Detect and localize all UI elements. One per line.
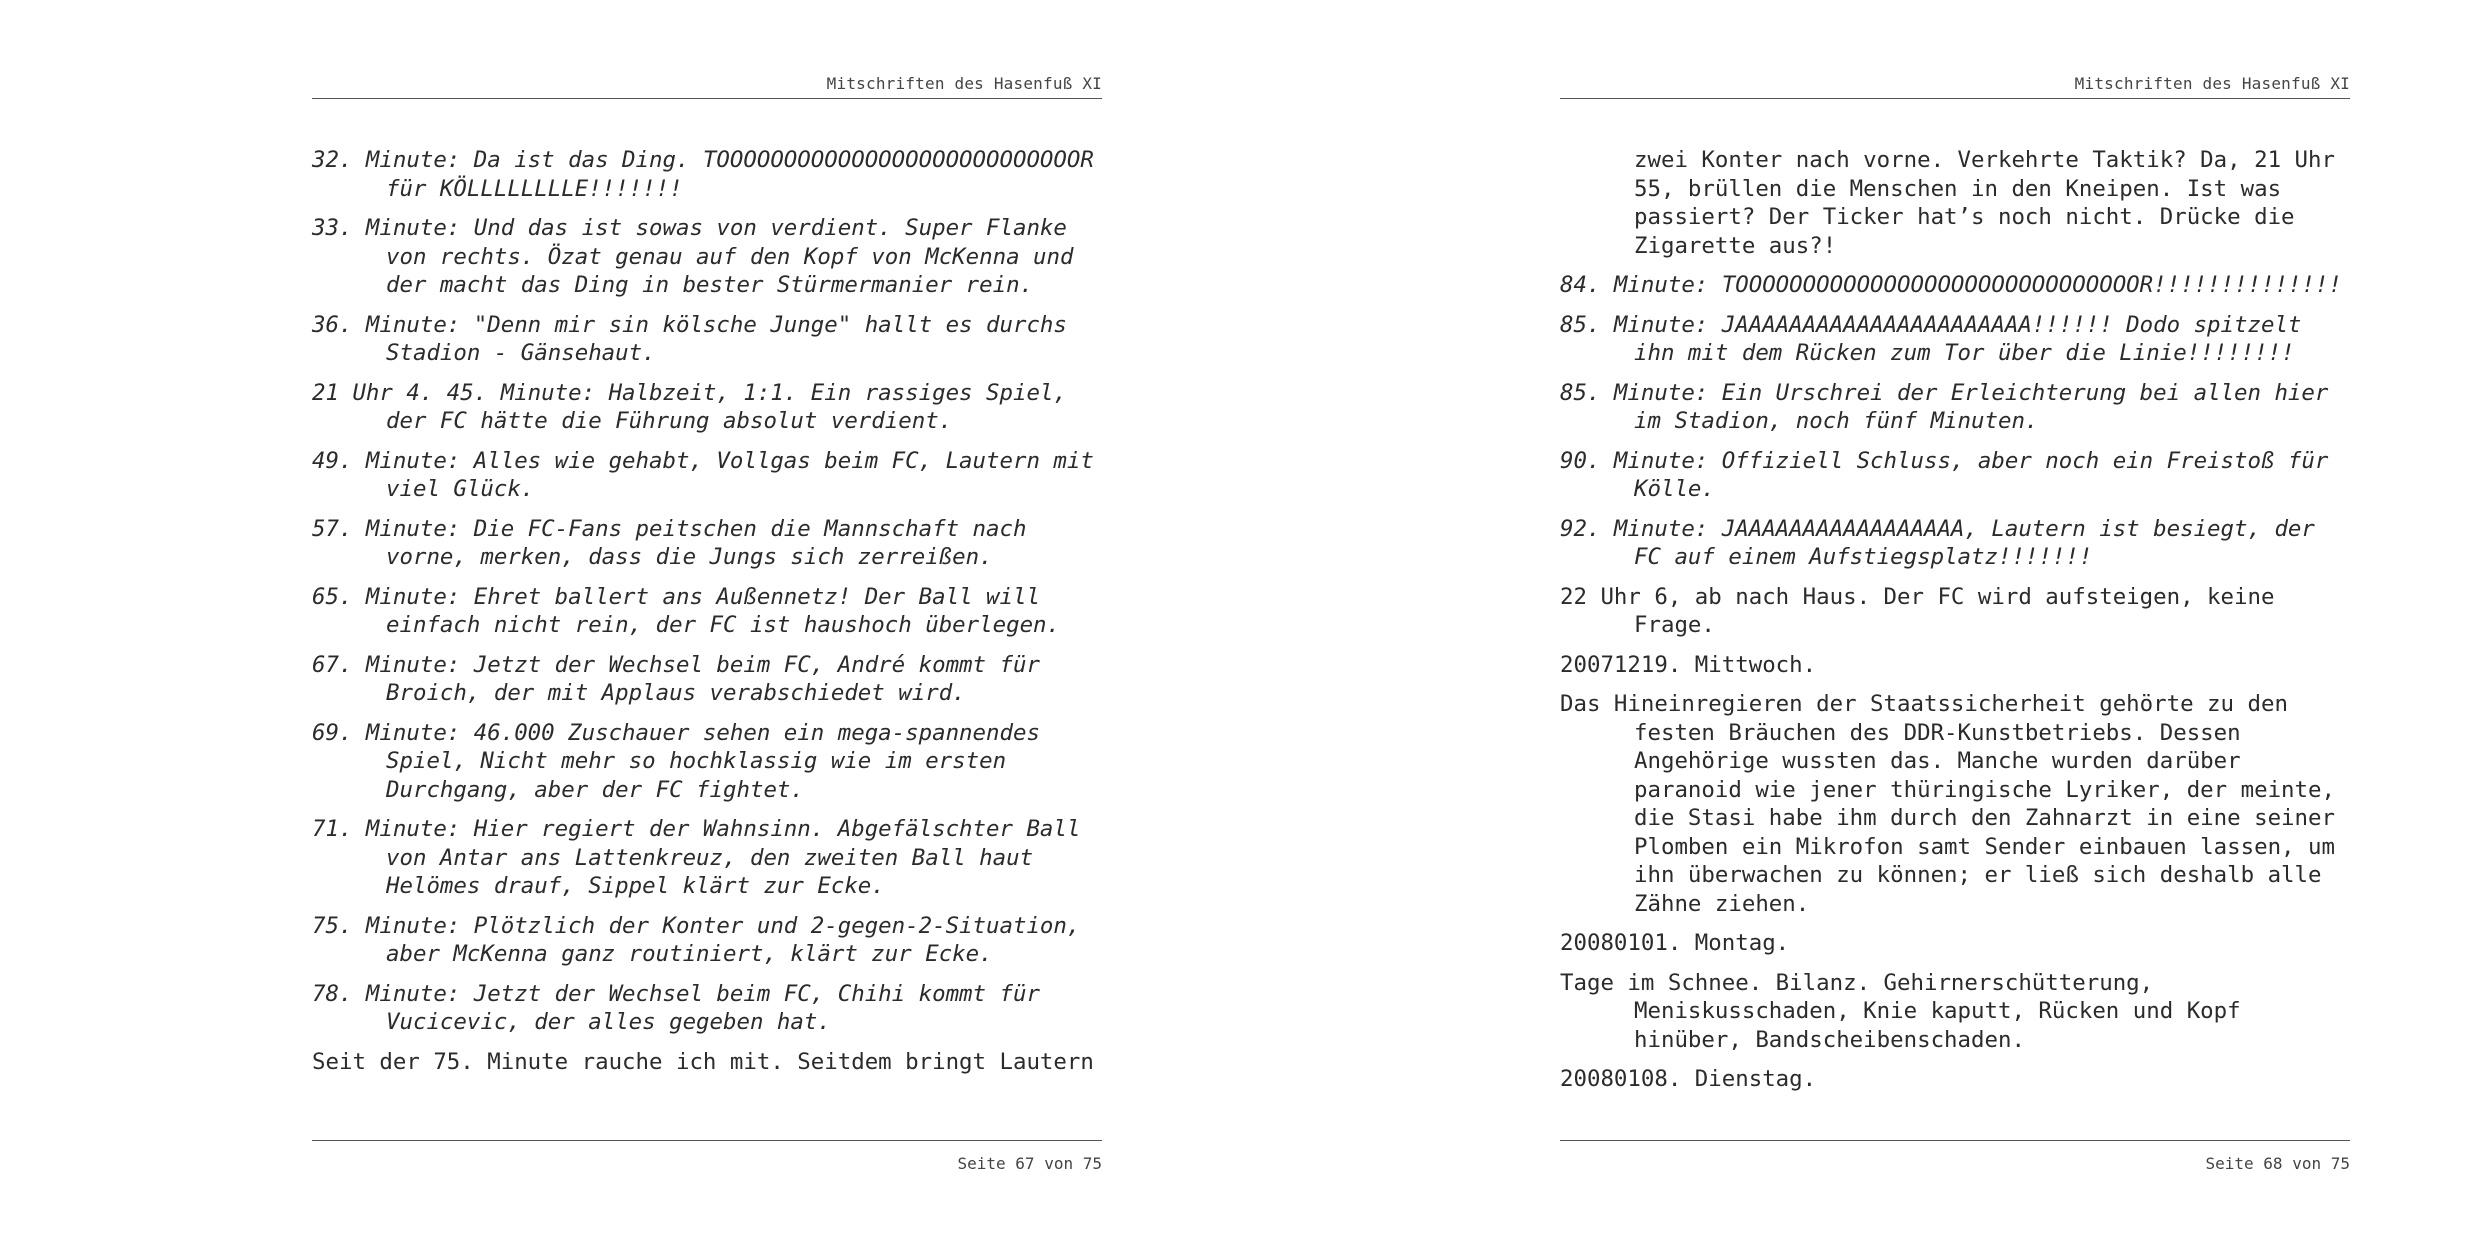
page-number: Seite 68 von 75 xyxy=(2205,1154,2350,1173)
paragraph: 49. Minute: Alles wie gehabt, Vollgas beim FC, Lautern mit viel Glück. xyxy=(312,447,1094,502)
paragraph: 85. Minute: JAAAAAAAAAAAAAAAAAAAAAA!!!!!! Dodo spitzelt ihn mit dem Rücken zum Tor über die Linie!!!!!!!! xyxy=(1560,311,2302,366)
date-entry: 20080108. Dienstag. xyxy=(1560,1066,1817,1092)
paragraph-continued: zwei Konter nach vorne. Verkehrte Taktik? Da, 21 Uhr 55, brüllen die Menschen in den Kneipen. Ist was passiert? Der Ticker hat’s noch nicht. Drücke die Zigarette aus?! xyxy=(1634,147,2335,259)
paragraph: 69. Minute: 46.000 Zuschauer sehen ein mega-spannendes Spiel, Nicht mehr so hochklassig wie im ersten Durchgang, aber der FC fightet. xyxy=(312,719,1040,803)
paragraph: 22 Uhr 6, ab nach Haus. Der FC wird aufsteigen, keine Frage. xyxy=(1560,583,2275,638)
paragraph: Das Hineinregieren der Staatssicherheit gehörte zu den festen Bräuchen des DDR-Kunstbetriebs. Dessen Angehörige wussten das. Manche wurden darüber paranoid wie jener thüringische Lyriker, der meinte, die Stasi habe ihm durch den Zahnarzt in eine seiner Plomben ein Mikrofon samt Sender einbauen lassen, um ihn überwachen zu können; er ließ sich deshalb alle Zähne ziehen. xyxy=(1560,691,2335,917)
paragraph: 85. Minute: Ein Urschrei der Erleichterung bei allen hier im Stadion, noch fünf Minuten. xyxy=(1560,379,2329,434)
paragraph: 33. Minute: Und das ist sowas von verdient. Super Flanke von rechts. Özat genau auf den Kopf von McKenna und der macht das Ding in bester Stürmermanier rein. xyxy=(312,215,1074,298)
paragraph: 36. Minute: "Denn mir sin kölsche Junge" hallt es durchs Stadion - Gänsehaut. xyxy=(312,311,1067,366)
running-header: Mitschriften des Hasenfuß XI xyxy=(826,74,1102,93)
paragraph: 71. Minute: Hier regiert der Wahnsinn. Abgefälschter Ball von Antar ans Lattenkreuz, den zweiten Ball haut Helömes drauf, Sippel klärt zur Ecke. xyxy=(312,816,1081,899)
header-rule xyxy=(1560,98,2350,99)
paragraph: 32. Minute: Da ist das Ding. TOOOOOOOOOOOOOOOOOOOOOOOOOOOR für KÖLLLLLLLLE!!!!!!! xyxy=(312,147,1094,202)
paragraph: Tage im Schnee. Bilanz. Gehirnerschütterung, Meniskusschaden, Knie kaputt, Rücken und Kopf hinüber, Bandscheibenschaden. xyxy=(1560,969,2241,1053)
paragraph: 84. Minute: TOOOOOOOOOOOOOOOOOOOOOOOOOOOOOOR!!!!!!!!!!!!!! xyxy=(1560,272,2342,298)
page-body xyxy=(312,146,1102,1087)
footer-rule xyxy=(312,1140,1102,1141)
page-number: Seite 67 von 75 xyxy=(957,1154,1102,1173)
paragraph: 92. Minute: JAAAAAAAAAAAAAAAAA, Lautern ist besiegt, der FC auf einem Aufstiegsplatz!!!!!!! xyxy=(1560,515,2315,570)
paragraph: 67. Minute: Jetzt der Wechsel beim FC, André kommt für Broich, der mit Applaus verabschiedet wird. xyxy=(312,651,1040,706)
paragraph: 90. Minute: Offiziell Schluss, aber noch ein Freistoß für Kölle. xyxy=(1560,447,2329,502)
paragraph: Seit der 75. Minute rauche ich mit. Seitdem bringt Lautern xyxy=(312,1048,1094,1075)
page-67 xyxy=(312,0,1102,1240)
date-entry: 20071219. Mittwoch. xyxy=(1560,651,1817,678)
date-entry: 20080101. Montag. xyxy=(1560,930,1790,956)
header-rule xyxy=(312,98,1102,99)
paragraph: 75. Minute: Plötzlich der Konter und 2-gegen-2-Situation, aber McKenna ganz routiniert, klärt zur Ecke. xyxy=(312,912,1081,967)
paragraph: 78. Minute: Jetzt der Wechsel beim FC, Chihi kommt für Vucicevic, der alles gegeben hat. xyxy=(312,980,1040,1035)
paragraph: 65. Minute: Ehret ballert ans Außennetz! Der Ball will einfach nicht rein, der FC ist haushoch überlegen. xyxy=(312,583,1061,638)
footer-rule xyxy=(1560,1140,2350,1141)
page-body xyxy=(1560,146,2350,1105)
page-68 xyxy=(1560,0,2350,1240)
running-header: Mitschriften des Hasenfuß XI xyxy=(2074,74,2350,93)
paragraph: 21 Uhr 4. 45. Minute: Halbzeit, 1:1. Ein rassiges Spiel, der FC hätte die Führung absolut verdient. xyxy=(312,379,1067,434)
paragraph: 57. Minute: Die FC-Fans peitschen die Mannschaft nach vorne, merken, dass die Jungs sich zerreißen. xyxy=(312,515,1027,570)
